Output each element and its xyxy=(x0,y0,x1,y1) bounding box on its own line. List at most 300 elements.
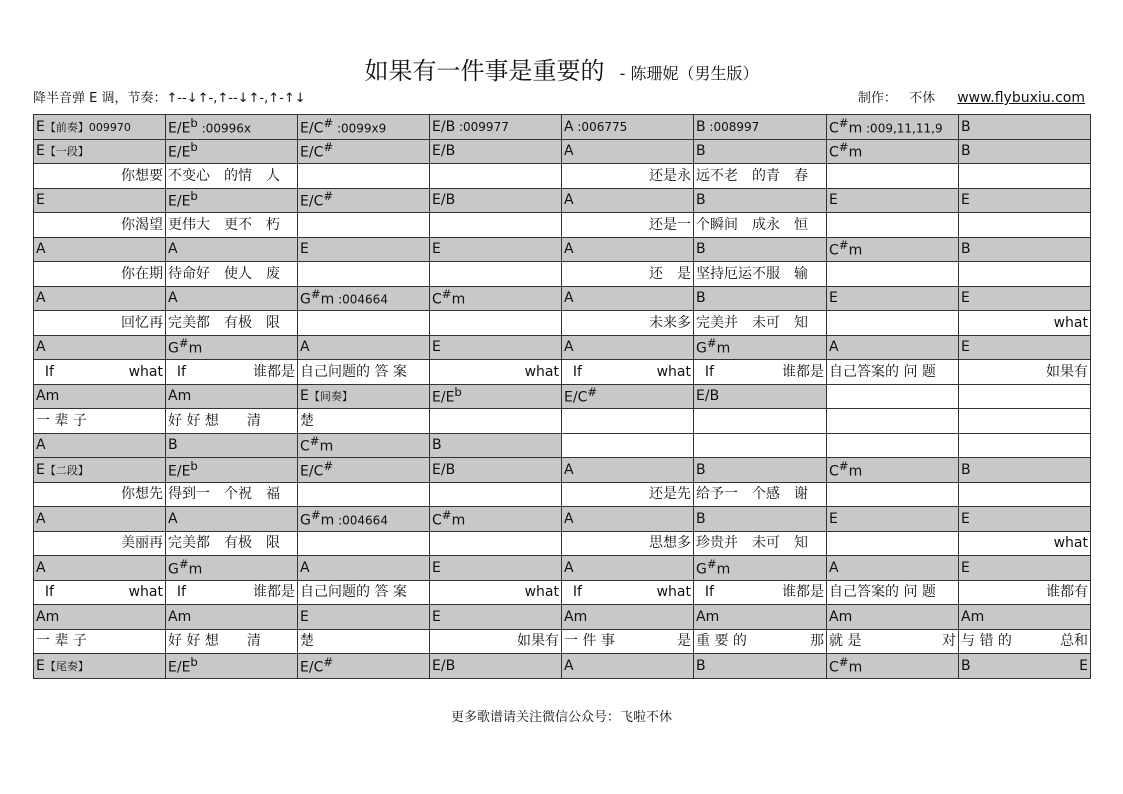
chord-name: C xyxy=(829,145,839,162)
lyric-cell-content xyxy=(36,483,163,507)
chord-cell-content xyxy=(432,238,559,262)
chord-accidental: b xyxy=(190,115,198,130)
chord-cell xyxy=(34,433,166,458)
chord-name: E/B xyxy=(432,143,456,160)
empty-cell xyxy=(562,433,694,458)
chord-name: E/E xyxy=(168,194,191,211)
chord-cell-content xyxy=(36,336,163,360)
chord-name: G xyxy=(696,341,707,358)
chord-name: Am xyxy=(168,388,192,405)
chord-accidental: b xyxy=(190,140,198,155)
chord-group xyxy=(168,654,198,676)
lyric-right: 你想先 xyxy=(121,486,163,503)
chord-group xyxy=(432,387,462,405)
fingering-code: :004664 xyxy=(334,293,388,308)
chord-quality: m xyxy=(848,145,863,162)
key-rhythm-info: 降半音弹 E 调，节奏：↑--↓↑-,↑--↓↑-,↑-↑↓ xyxy=(33,91,306,106)
chord-group xyxy=(696,120,759,134)
lyric-cell-content xyxy=(168,581,295,605)
chord-cell-content xyxy=(36,507,163,531)
lyric-cell xyxy=(694,164,827,189)
lyric-cell xyxy=(34,164,166,189)
lyric-cell-content xyxy=(961,360,1088,384)
chord-cell xyxy=(562,335,694,360)
lyric-cell-content xyxy=(696,409,824,433)
chord-name: E xyxy=(961,290,970,307)
lyric-cell-content xyxy=(168,164,295,188)
chord-name: E xyxy=(829,192,838,209)
chord-cell xyxy=(430,507,562,532)
lyric-cell xyxy=(430,580,562,605)
chord-name: E/C xyxy=(300,120,324,137)
website-link[interactable]: www.flybuxiu.com xyxy=(957,90,1085,106)
chord-name: A xyxy=(36,437,46,454)
section-tag: 【尾奏】 xyxy=(44,659,89,673)
chord-accidental: # xyxy=(441,507,452,522)
lyric-cell-content xyxy=(300,213,427,237)
chord-cell-content xyxy=(168,189,295,213)
lyric-cell-content xyxy=(961,213,1088,237)
lyric-cell xyxy=(430,311,562,336)
lyric-row xyxy=(34,262,1091,287)
chord-cell-content xyxy=(432,189,559,213)
chord-name: E/E xyxy=(432,390,455,407)
empty-cell xyxy=(827,433,959,458)
lyric-cell xyxy=(959,311,1091,336)
chord-cell-content xyxy=(829,507,956,531)
lyric-cell-content xyxy=(961,483,1088,507)
chord-cell xyxy=(959,237,1091,262)
chord-name: B xyxy=(168,437,178,454)
chord-cell xyxy=(694,139,827,164)
chord-group xyxy=(961,144,971,158)
chord-group xyxy=(300,340,310,354)
lyric-cell xyxy=(959,213,1091,238)
lyric-cell xyxy=(694,311,827,336)
chord-cell-content xyxy=(432,556,559,580)
chord-group xyxy=(961,659,971,673)
lyric-cell xyxy=(562,360,694,385)
lyric-cell-content xyxy=(36,311,163,335)
chord-sheet-table xyxy=(33,114,1091,679)
chord-group xyxy=(829,512,838,526)
lyric-cell xyxy=(166,409,298,434)
chord-name: E xyxy=(961,192,970,209)
chord-cell xyxy=(166,556,298,581)
chord-group xyxy=(564,659,574,673)
chord-name: E/E xyxy=(168,145,191,162)
chord-cell xyxy=(166,237,298,262)
lyric-cell xyxy=(827,360,959,385)
chord-cell-content xyxy=(36,385,163,409)
lyric-cell xyxy=(298,360,430,385)
chord-name: E/C xyxy=(300,463,324,480)
lyric-cell-content xyxy=(168,213,295,237)
lyric-cell xyxy=(298,482,430,507)
chord-group xyxy=(168,242,178,256)
chord-name: A xyxy=(564,118,574,135)
lyric-cell-content xyxy=(168,360,295,384)
lyric-text: 好 好 想 清 xyxy=(168,633,261,650)
chord-accidental: # xyxy=(309,434,320,449)
chord-group xyxy=(168,458,198,480)
lyric-cell xyxy=(298,629,430,654)
lyric-cell-content xyxy=(432,409,559,433)
chord-group xyxy=(829,654,863,676)
chord-name: E xyxy=(300,388,309,405)
chord-cell-content xyxy=(300,654,427,678)
chord-group xyxy=(36,389,59,403)
lyric-cell-content xyxy=(300,311,427,335)
lyric-text: 就 是 xyxy=(829,633,862,650)
fingering-code: :006775 xyxy=(573,119,628,134)
lyric-cell xyxy=(827,482,959,507)
chord-cell xyxy=(298,237,430,262)
lyric-cell-content xyxy=(36,532,163,556)
chord-cell xyxy=(827,458,959,483)
chord-accidental: # xyxy=(323,115,334,130)
lyric-cell xyxy=(827,580,959,605)
lyric-cell-content xyxy=(829,360,956,384)
lyric-right: 还是永 xyxy=(649,167,691,184)
lyric-text: 完美都 有极 限 xyxy=(168,535,280,552)
chord-cell xyxy=(694,384,827,409)
lyric-cell xyxy=(694,360,827,385)
lyric-text: 楚 xyxy=(300,412,314,429)
chord-name: B xyxy=(696,118,706,135)
chord-row xyxy=(34,188,1091,213)
chord-group xyxy=(168,291,178,305)
chord-cell-content xyxy=(36,605,163,629)
chord-group xyxy=(300,142,333,160)
chord-group xyxy=(168,556,203,578)
chord-cell xyxy=(430,433,562,458)
lyric-cell-content xyxy=(432,581,559,605)
chord-accidental: # xyxy=(323,189,334,204)
chord-cell-content xyxy=(168,434,295,458)
song-title: 如果有一件事是重要的 xyxy=(364,57,605,85)
lyric-cell xyxy=(430,213,562,238)
chord-name: A xyxy=(36,290,46,307)
chord-cell xyxy=(298,335,430,360)
lyric-cell xyxy=(298,580,430,605)
lyric-row xyxy=(34,164,1091,189)
chord-group xyxy=(564,193,574,207)
chord-cell-content xyxy=(564,654,691,678)
chord-group xyxy=(829,458,863,480)
chord-name: B xyxy=(696,192,706,209)
chord-accidental: b xyxy=(190,458,198,473)
chord-accidental: # xyxy=(706,336,717,351)
chord-name: E/B xyxy=(432,118,456,135)
chord-cell xyxy=(166,384,298,409)
chord-group xyxy=(829,610,852,624)
chord-group xyxy=(829,115,943,137)
chord-cell xyxy=(34,188,166,213)
lyric-cell-content xyxy=(696,630,824,654)
lyric-right: what xyxy=(656,584,691,601)
chord-name: E/E xyxy=(168,659,191,676)
lyric-cell-content xyxy=(564,164,691,188)
chord-cell-content xyxy=(168,287,295,311)
chord-row xyxy=(34,654,1091,679)
chord-row xyxy=(34,507,1091,532)
chord-accidental: # xyxy=(323,654,334,669)
chord-name: A xyxy=(564,510,574,527)
lyric-cell xyxy=(959,580,1091,605)
chord-name: A xyxy=(564,143,574,160)
chord-quality: m xyxy=(848,659,863,676)
chord-group xyxy=(696,659,706,673)
lyric-cell-content xyxy=(300,630,427,654)
lyric-cell-content xyxy=(829,164,956,188)
chord-cell-content xyxy=(432,507,559,531)
chord-cell-content xyxy=(300,238,427,262)
lyric-cell-content xyxy=(696,581,824,605)
fingering-code: :009977 xyxy=(455,119,509,134)
chord-cell-content xyxy=(696,189,824,213)
chord-group xyxy=(564,512,574,526)
lyric-cell-content xyxy=(829,311,956,335)
lyric-cell-content xyxy=(168,409,295,433)
chord-cell xyxy=(959,605,1091,630)
lyric-right: 谁都有 xyxy=(1046,584,1088,601)
chord-group xyxy=(168,115,251,137)
chord-group xyxy=(300,507,388,529)
chord-row xyxy=(34,458,1091,483)
lyric-cell xyxy=(34,531,166,556)
chord-cell xyxy=(694,335,827,360)
chord-cell-content xyxy=(696,605,824,629)
chord-cell xyxy=(562,458,694,483)
chord-name: Am xyxy=(696,608,720,625)
chord-name: B xyxy=(696,461,706,478)
lyric-cell-content xyxy=(432,213,559,237)
chord-cell-content xyxy=(829,238,956,262)
song-title-block xyxy=(0,51,1123,86)
chord-cell-content xyxy=(300,434,427,458)
chord-cell-content xyxy=(696,238,824,262)
chord-cell xyxy=(562,507,694,532)
chord-group xyxy=(300,561,310,575)
chord-name: E xyxy=(961,339,970,356)
chord-group xyxy=(564,242,574,256)
chord-cell-content xyxy=(829,605,956,629)
chord-group xyxy=(300,458,334,480)
lyric-right: 对 xyxy=(942,633,956,650)
lyric-right: what xyxy=(1053,314,1088,331)
lyric-cell xyxy=(430,531,562,556)
lyric-cell xyxy=(34,629,166,654)
chord-cell xyxy=(430,335,562,360)
chord-name: B xyxy=(961,461,971,478)
lyric-cell xyxy=(959,629,1091,654)
lyric-cell-content xyxy=(168,532,295,556)
chord-cell-content xyxy=(696,287,824,311)
chord-group xyxy=(168,438,178,452)
chord-cell xyxy=(694,286,827,311)
chord-cell xyxy=(430,139,562,164)
lyric-right: 谁都是 xyxy=(253,363,295,380)
chord-group xyxy=(696,193,706,207)
chord-row xyxy=(34,115,1091,140)
lyric-cell-content xyxy=(961,630,1088,654)
chord-cell-content xyxy=(36,287,163,311)
lyric-left: If xyxy=(696,363,714,380)
chord-name: B xyxy=(696,241,706,258)
chord-cell xyxy=(166,286,298,311)
chord-group xyxy=(432,561,441,575)
chord-cell-content xyxy=(432,458,559,482)
chord-group xyxy=(168,142,198,160)
lyric-text: 坚持厄运不服 输 xyxy=(696,265,808,282)
chord-cell-content xyxy=(36,556,163,580)
chord-group xyxy=(36,463,89,477)
chord-accidental: b xyxy=(190,654,198,669)
chord-name: Am xyxy=(36,388,60,405)
chord-group xyxy=(432,438,442,452)
chord-name: E/B xyxy=(696,388,720,405)
lyric-cell xyxy=(827,409,959,434)
chord-cell xyxy=(959,654,1091,679)
lyric-right: what xyxy=(656,363,691,380)
chord-group xyxy=(564,561,574,575)
chord-quality: m xyxy=(451,512,466,529)
chord-group xyxy=(432,120,509,134)
chord-name: B xyxy=(961,657,971,674)
lyric-cell xyxy=(34,580,166,605)
chord-group xyxy=(36,561,46,575)
chord-name: B xyxy=(961,118,971,135)
chord-group xyxy=(829,561,839,575)
lyric-cell-content xyxy=(564,409,691,433)
chord-cell xyxy=(166,335,298,360)
chord-accidental: # xyxy=(706,556,717,571)
chord-cell-content xyxy=(829,556,956,580)
lyric-cell-content xyxy=(168,262,295,286)
chord-cell xyxy=(430,556,562,581)
lyric-text: 重 要 的 xyxy=(696,633,747,650)
chord-name: E/E xyxy=(168,120,191,137)
chord-name: E xyxy=(36,657,45,674)
empty-cell xyxy=(694,433,827,458)
chord-name: C xyxy=(829,243,839,260)
chord-quality: m xyxy=(716,561,731,578)
lyric-cell-content xyxy=(36,262,163,286)
lyric-cell-content xyxy=(168,311,295,335)
chord-cell xyxy=(694,237,827,262)
chord-group xyxy=(36,144,89,158)
chord-name: Am xyxy=(36,608,60,625)
chord-name: G xyxy=(168,341,179,358)
chord-cell-content xyxy=(168,605,295,629)
chord-cell xyxy=(827,335,959,360)
lyric-cell-content xyxy=(696,262,824,286)
chord-cell xyxy=(34,139,166,164)
lyric-cell xyxy=(562,580,694,605)
chord-cell xyxy=(430,654,562,679)
lyric-cell-content xyxy=(36,581,163,605)
lyric-row xyxy=(34,531,1091,556)
chord-cell xyxy=(959,335,1091,360)
lyric-row xyxy=(34,482,1091,507)
chord-cell-content xyxy=(168,385,295,409)
chord-group xyxy=(961,610,984,624)
chord-cell-content xyxy=(961,189,1088,213)
chord-cell xyxy=(34,556,166,581)
chord-cell xyxy=(298,654,430,679)
lyric-row xyxy=(34,360,1091,385)
chord-group xyxy=(300,289,388,307)
chord-row xyxy=(34,286,1091,311)
chord-group xyxy=(300,436,333,454)
chord-cell xyxy=(34,237,166,262)
chord-group xyxy=(564,610,587,624)
lyric-text: 一 辈 子 xyxy=(36,412,87,429)
lyric-cell xyxy=(694,262,827,287)
chord-cell-content xyxy=(36,434,163,458)
chord-cell xyxy=(166,507,298,532)
chord-cell xyxy=(694,654,827,679)
lyric-text: 给予一 个感 谢 xyxy=(696,486,808,503)
chord-cell-content xyxy=(829,140,956,164)
chord-cell-content xyxy=(300,115,427,139)
chord-cell-content xyxy=(961,238,1088,262)
chord-cell xyxy=(562,188,694,213)
chord-cell xyxy=(959,556,1091,581)
chord-group xyxy=(564,291,574,305)
chord-cell xyxy=(959,115,1091,140)
chord-cell xyxy=(298,507,430,532)
chord-name: A xyxy=(168,290,178,307)
lyric-right: 谁都是 xyxy=(782,363,824,380)
chord-cell xyxy=(562,139,694,164)
chord-cell xyxy=(34,115,166,140)
lyric-cell-content xyxy=(36,409,163,433)
chord-group xyxy=(696,242,706,256)
chord-cell xyxy=(298,139,430,164)
chord-cell xyxy=(430,605,562,630)
lyric-cell xyxy=(827,213,959,238)
chord-group xyxy=(168,512,178,526)
lyric-cell-content xyxy=(961,581,1088,605)
lyric-cell xyxy=(562,213,694,238)
chord-cell-content xyxy=(829,458,956,482)
chord-cell-content xyxy=(432,336,559,360)
lyric-cell xyxy=(694,629,827,654)
chord-group xyxy=(168,610,191,624)
chord-group xyxy=(829,291,838,305)
lyric-cell xyxy=(959,262,1091,287)
chord-name: A xyxy=(36,339,46,356)
lyric-text: 自己问题的 答 案 xyxy=(300,363,407,380)
empty-cell xyxy=(959,384,1091,409)
chord-group xyxy=(36,120,131,134)
chord-name: G xyxy=(168,561,179,578)
chord-group xyxy=(36,242,46,256)
lyric-right: 你渴望 xyxy=(121,216,163,233)
chord-cell-content xyxy=(432,115,559,139)
chord-quality: m xyxy=(716,341,731,358)
chord-group xyxy=(961,120,971,134)
chord-name: B xyxy=(961,241,971,258)
chord-group xyxy=(829,193,838,207)
lyric-text: 楚 xyxy=(300,633,314,650)
lyric-cell-content xyxy=(564,581,691,605)
chord-group xyxy=(696,338,730,356)
lyric-cell-content xyxy=(564,311,691,335)
chord-cell xyxy=(694,115,827,140)
